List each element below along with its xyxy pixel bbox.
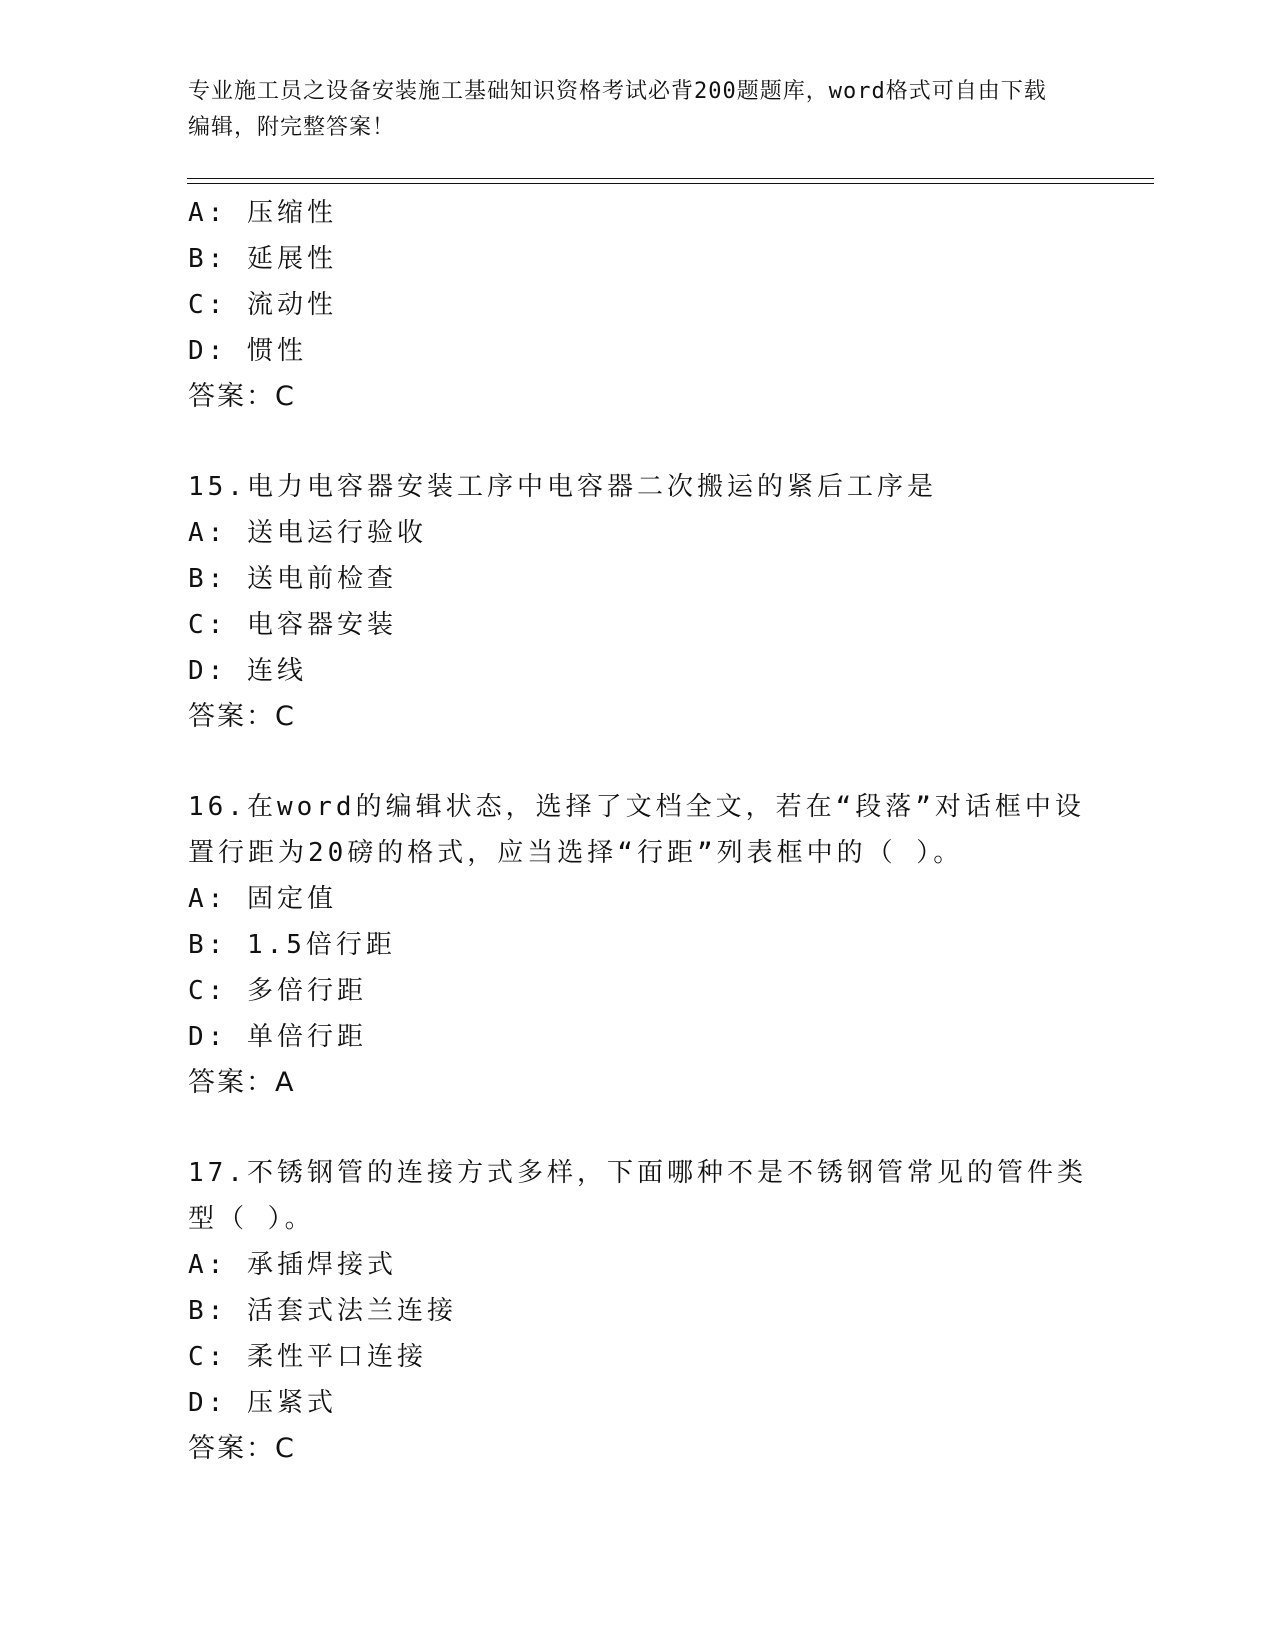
document-header: 专业施工员之设备安装施工基础知识资格考试必背200题题库，word格式可自由下载编辑，附完整答案！ — [188, 79, 1047, 140]
header-divider-top — [187, 178, 1154, 179]
answer: 答案：A — [188, 1067, 296, 1098]
option-d: D: 压紧式 — [188, 1388, 337, 1418]
question-list — [188, 190, 1088, 1516]
option-c: C: 柔性平口连接 — [188, 1342, 427, 1372]
option-c: C: 流动性 — [188, 290, 337, 320]
option-a: A: 承插焊接式 — [188, 1250, 397, 1280]
option-d: D: 连线 — [188, 656, 307, 686]
option-b: B: 1.5倍行距 — [188, 930, 396, 960]
option-b: B: 延展性 — [188, 244, 337, 274]
option-c: C: 电容器安装 — [188, 610, 397, 640]
question-16 — [188, 784, 1088, 1106]
question-stem: 17.不锈钢管的连接方式多样，下面哪种不是不锈钢管常见的管件类型（ ）。 — [188, 1158, 1087, 1234]
option-a: A: 送电运行验收 — [188, 518, 427, 548]
option-d: D: 惯性 — [188, 336, 307, 366]
option-a: A: 固定值 — [188, 884, 337, 914]
option-c: C: 多倍行距 — [188, 976, 367, 1006]
question-15 — [188, 464, 1088, 740]
question-stem: 15.电力电容器安装工序中电容器二次搬运的紧后工序是 — [188, 472, 937, 502]
header-divider-bottom — [187, 183, 1154, 184]
question-14 — [188, 190, 1088, 420]
answer: 答案：C — [188, 1433, 296, 1464]
option-d: D: 单倍行距 — [188, 1022, 367, 1052]
option-b: B: 送电前检查 — [188, 564, 397, 594]
answer: 答案：C — [188, 701, 296, 732]
question-17 — [188, 1150, 1088, 1472]
option-b: B: 活套式法兰连接 — [188, 1296, 457, 1326]
option-a: A: 压缩性 — [188, 198, 337, 228]
question-stem: 16.在word的编辑状态，选择了文档全文，若在“段落”对话框中设置行距为20磅的格式，应当选择“行距”列表框中的（ ）。 — [188, 792, 1085, 868]
answer: 答案：C — [188, 381, 296, 412]
